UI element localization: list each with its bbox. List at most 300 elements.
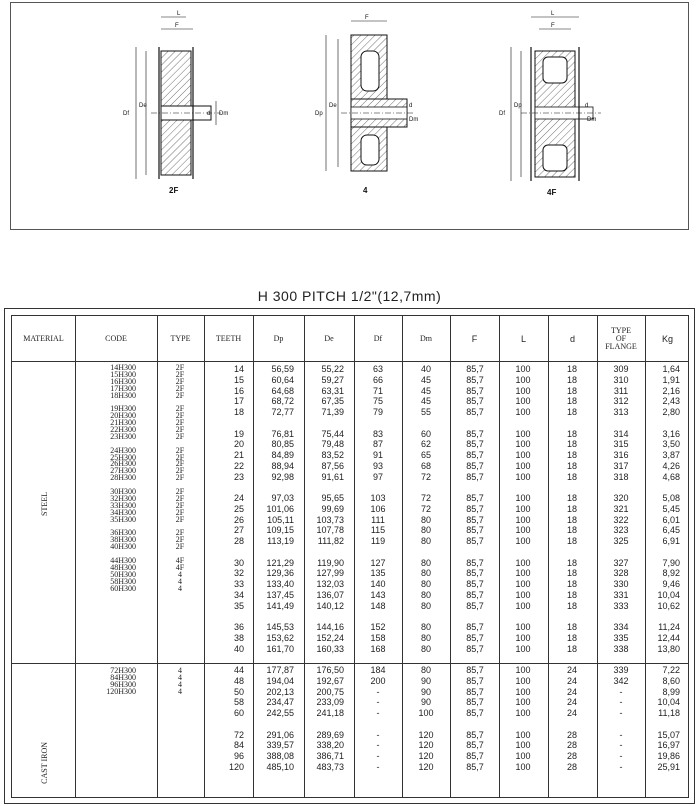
cell-dp: 121,29 <box>266 557 294 568</box>
cell-flange: 309 <box>613 364 629 374</box>
dim-dp-4f: Dp <box>514 103 522 109</box>
column-l <box>510 364 536 773</box>
cell-teeth: 72 <box>233 729 244 740</box>
material-divider <box>12 663 688 664</box>
col-divider <box>499 316 500 797</box>
cell-flange: 314 <box>613 428 629 439</box>
cell-d: 18 <box>566 428 577 439</box>
cell-d <box>560 611 584 622</box>
cell-kg: 2,16 <box>662 385 680 396</box>
cell-teeth: 21 <box>233 450 244 460</box>
col-divider <box>157 316 158 797</box>
cell-teeth <box>220 482 244 493</box>
cell-d <box>560 482 584 493</box>
dim-f-4: F <box>365 15 369 21</box>
cell-dm <box>414 654 438 665</box>
cell-d <box>560 418 584 429</box>
cell-f: 85,7 <box>466 568 484 579</box>
cell-dm: 80 <box>420 589 431 600</box>
cell-df: - <box>376 686 380 697</box>
cell-dp: 64,68 <box>271 385 294 396</box>
cell-l <box>510 611 536 622</box>
code-cell: 19H300 <box>110 404 136 414</box>
cell-l: 100 <box>515 407 531 417</box>
cell-teeth: 58 <box>233 697 244 708</box>
cell-df: 140 <box>370 579 386 589</box>
cell-dp <box>260 611 294 622</box>
code-cell: 58H300 <box>110 576 136 586</box>
cell-de: 95,65 <box>321 493 344 503</box>
col-divider <box>645 316 646 797</box>
cell-dm: 80 <box>420 600 431 611</box>
cell-kg <box>650 654 680 665</box>
cell-kg: 2,43 <box>662 396 680 407</box>
cell-d: 18 <box>566 536 577 546</box>
type-cell: 2F <box>175 363 185 372</box>
cell-kg: 6,01 <box>662 514 680 525</box>
cell-dm: 65 <box>420 450 431 460</box>
cell-df: 75 <box>372 396 383 407</box>
cell-teeth <box>220 654 244 665</box>
code-cell: 21H300 <box>110 418 136 428</box>
cell-dp <box>260 482 294 493</box>
cell-flange: - <box>619 761 623 772</box>
cell-df: 127 <box>370 557 386 568</box>
code-cell: 24H300 <box>110 445 136 455</box>
cell-kg <box>650 547 680 558</box>
type-cell: 2F <box>175 431 185 441</box>
cell-de: 119,90 <box>317 557 344 568</box>
cell-d: 18 <box>566 514 577 525</box>
dim-dp-4: Dp <box>315 111 323 117</box>
cell-df <box>368 719 388 730</box>
cell-df: 115 <box>370 525 386 536</box>
cell-df: - <box>376 729 380 740</box>
cell-dp: 202,13 <box>266 686 294 697</box>
cell-de <box>310 719 344 730</box>
cell-dm: 80 <box>420 643 431 654</box>
cell-teeth: 18 <box>233 407 244 417</box>
type-cell: 2F <box>175 535 185 545</box>
cell-de: 176,50 <box>316 665 344 675</box>
cell-de: 91,61 <box>321 471 344 482</box>
figure-label-2f: 2F <box>169 186 179 195</box>
cell-dp: 88,94 <box>271 460 294 471</box>
cell-l: 100 <box>515 450 531 460</box>
cell-d: 28 <box>566 751 577 761</box>
cell-kg: 7,22 <box>662 665 680 675</box>
cell-l: 100 <box>515 729 531 740</box>
code-cell: 34H300 <box>110 507 136 517</box>
cell-l: 100 <box>515 396 531 407</box>
type-cell: 2F <box>175 514 185 524</box>
cell-flange: 311 <box>613 385 629 396</box>
cell-kg: 16,97 <box>657 740 680 751</box>
cell-d: 18 <box>566 385 577 396</box>
cell-flange <box>608 547 634 558</box>
cell-kg: 6,91 <box>662 536 680 546</box>
type-cell: 2F <box>175 418 185 428</box>
cell-kg <box>650 719 680 730</box>
type-list-steel <box>172 365 188 592</box>
cell-flange: 328 <box>613 568 629 579</box>
type-cell: 2F <box>175 425 185 435</box>
cell-dm: 72 <box>420 471 431 482</box>
code-cell: 25H300 <box>110 452 136 462</box>
cell-dp: 105,11 <box>267 514 294 525</box>
cell-dp: 339,57 <box>266 740 294 751</box>
cell-kg <box>650 611 680 622</box>
cell-de: 55,22 <box>321 364 344 374</box>
type-cell: 4 <box>178 666 182 675</box>
cell-l: 100 <box>515 751 531 761</box>
cell-d: 18 <box>566 407 577 417</box>
cell-dm: 72 <box>420 503 431 514</box>
type-cell: 2F <box>175 404 185 414</box>
type-list-cast-iron <box>172 668 188 696</box>
cell-de: 140,12 <box>316 600 344 611</box>
cell-l: 100 <box>515 761 531 772</box>
cell-de: 241,18 <box>316 708 344 718</box>
code-cell: 48H300 <box>110 562 136 572</box>
cell-d <box>560 654 584 665</box>
code-cell: 44H300 <box>110 555 136 565</box>
cell-de: 136,07 <box>316 589 344 600</box>
cell-dp: 194,04 <box>266 675 294 686</box>
column-d <box>560 364 584 773</box>
cell-l: 100 <box>515 460 531 471</box>
cell-de <box>310 654 344 665</box>
spec-table <box>11 315 689 798</box>
cell-de: 200,75 <box>316 686 344 697</box>
col-divider <box>75 316 76 797</box>
cell-d: 18 <box>566 493 577 503</box>
col-divider <box>402 316 403 797</box>
cell-f: 85,7 <box>466 751 484 761</box>
cell-kg: 5,45 <box>662 503 680 514</box>
cell-kg: 25,91 <box>657 761 680 772</box>
cell-d: 24 <box>566 697 577 708</box>
cell-de <box>310 547 344 558</box>
code-cell: 96H300 <box>110 679 136 689</box>
cell-kg: 7,90 <box>662 557 680 568</box>
cell-f: 85,7 <box>466 557 484 568</box>
cell-flange: 310 <box>613 374 629 385</box>
code-cell: 40H300 <box>110 542 136 552</box>
cell-flange <box>608 611 634 622</box>
cell-l: 100 <box>515 740 531 751</box>
cell-teeth: 26 <box>233 514 244 525</box>
cell-l <box>510 547 536 558</box>
cell-l <box>510 418 536 429</box>
cell-l: 100 <box>515 439 531 450</box>
cell-kg: 10,04 <box>657 697 680 708</box>
cell-f: 85,7 <box>466 525 484 536</box>
cell-dm: 100 <box>418 708 434 718</box>
code-cell: 27H300 <box>110 466 136 476</box>
cell-d: 18 <box>566 557 577 568</box>
cell-l: 100 <box>515 686 531 697</box>
pulley-drawings <box>11 3 690 231</box>
cell-l: 100 <box>515 589 531 600</box>
cell-dm: 80 <box>420 557 431 568</box>
cell-flange: 322 <box>613 514 629 525</box>
code-list-cast-iron <box>84 668 136 696</box>
cell-l: 100 <box>515 536 531 546</box>
cell-dp: 60,64 <box>271 374 294 385</box>
cell-l: 100 <box>515 525 531 536</box>
cell-f: 85,7 <box>466 374 484 385</box>
type-cell: 2F <box>175 528 185 538</box>
cell-flange: - <box>619 751 623 761</box>
cell-d: 18 <box>566 460 577 471</box>
dim-de: De <box>139 103 147 109</box>
cell-dm: 62 <box>420 439 431 450</box>
cell-dp: 141,49 <box>266 600 294 611</box>
cell-flange <box>608 654 634 665</box>
cell-dp: 97,03 <box>271 493 294 503</box>
cell-df: 143 <box>370 589 386 600</box>
column-f <box>460 364 490 773</box>
column-dp <box>260 364 294 773</box>
type-cell: 2F <box>175 452 185 462</box>
cell-df: 71 <box>372 385 383 396</box>
dim-df-4f: Df <box>499 111 505 117</box>
cell-dp: 101,06 <box>266 503 294 514</box>
cell-df: 83 <box>372 428 383 439</box>
cell-kg: 15,07 <box>657 729 680 740</box>
cell-dm: 90 <box>420 675 431 686</box>
cell-flange: 325 <box>613 536 629 546</box>
cell-teeth: 20 <box>233 439 244 450</box>
cell-de: 99,69 <box>321 503 344 514</box>
col-divider <box>354 316 355 797</box>
cell-dm <box>414 482 438 493</box>
cell-f: 85,7 <box>466 514 484 525</box>
cell-teeth: 44 <box>233 665 244 675</box>
cell-l <box>510 654 536 665</box>
cell-kg: 6,45 <box>662 525 680 536</box>
header-d: d <box>569 333 575 344</box>
cell-flange: 330 <box>613 579 629 589</box>
cell-kg: 8,60 <box>662 675 680 686</box>
cell-l: 100 <box>515 503 531 514</box>
cell-f: 85,7 <box>466 643 484 654</box>
cell-dp: 145,53 <box>266 622 294 632</box>
header-l: L <box>520 333 526 344</box>
cell-dm: 90 <box>420 697 431 708</box>
cell-l <box>510 719 536 730</box>
column-teeth <box>220 364 244 773</box>
cell-teeth: 33 <box>233 579 244 589</box>
header-dp: Dp <box>273 333 284 343</box>
dim-de-4: De <box>329 103 337 109</box>
cell-kg: 13,80 <box>657 643 680 654</box>
dim-d: d <box>207 111 211 117</box>
cell-dm: 45 <box>420 385 431 396</box>
cell-df: 119 <box>370 536 386 546</box>
figure-2f <box>123 11 228 195</box>
type-cell: 2F <box>175 487 185 497</box>
cell-f: 85,7 <box>466 450 484 460</box>
column-dm <box>414 364 438 773</box>
cell-f <box>460 482 490 493</box>
cell-teeth: 24 <box>233 493 244 503</box>
cell-d: 24 <box>566 708 577 718</box>
code-cell: 18H300 <box>110 390 136 400</box>
cell-l: 100 <box>515 600 531 611</box>
cell-l: 100 <box>515 697 531 708</box>
dim-l-4f: L <box>551 11 555 17</box>
code-list-steel <box>84 365 136 592</box>
dim-l: L <box>177 11 181 17</box>
cell-l: 100 <box>515 643 531 654</box>
cell-df: 168 <box>370 643 386 654</box>
code-cell: 23H300 <box>110 431 136 441</box>
code-cell: 22H300 <box>110 425 136 435</box>
cell-flange: 335 <box>613 632 629 643</box>
type-cell: 2F <box>175 542 185 552</box>
cell-dm <box>414 611 438 622</box>
cell-teeth: 23 <box>233 471 244 482</box>
cell-teeth: 14 <box>233 364 244 374</box>
cell-l: 100 <box>515 568 531 579</box>
cell-de: 75,44 <box>321 428 344 439</box>
cell-df: 91 <box>372 450 383 460</box>
col-divider <box>450 316 451 797</box>
code-cell: 60H300 <box>110 583 136 593</box>
cell-kg: 4,26 <box>662 460 680 471</box>
cell-d: 28 <box>566 740 577 751</box>
cell-flange: - <box>619 740 623 751</box>
column-de <box>310 364 344 773</box>
cell-l: 100 <box>515 364 531 374</box>
cell-kg <box>650 482 680 493</box>
code-cell: 120H300 <box>106 686 136 696</box>
cell-flange: 323 <box>613 525 629 536</box>
cell-dm: 80 <box>420 665 431 675</box>
cell-teeth <box>220 719 244 730</box>
cell-l: 100 <box>515 385 531 396</box>
type-cell: 4F <box>175 555 185 565</box>
cell-de: 107,78 <box>316 525 344 536</box>
cell-de <box>310 482 344 493</box>
material-cast-iron: CAST IRON <box>40 742 49 784</box>
cell-de: 233,09 <box>316 697 344 708</box>
cell-d: 18 <box>566 589 577 600</box>
cell-d: 18 <box>566 503 577 514</box>
cell-de: 83,52 <box>321 450 344 460</box>
cell-de <box>310 418 344 429</box>
header-kg: Kg <box>661 333 673 344</box>
cell-df: 111 <box>371 514 385 525</box>
cell-dm: 120 <box>418 751 434 761</box>
cell-de: 71,39 <box>321 407 344 417</box>
cell-d: 18 <box>566 622 577 632</box>
cell-kg: 10,62 <box>657 600 680 611</box>
cell-flange <box>608 482 634 493</box>
cell-kg: 11,18 <box>658 708 680 718</box>
cell-df: - <box>376 697 380 708</box>
code-cell: 50H300 <box>110 569 136 579</box>
cell-dm: 80 <box>420 536 431 546</box>
cell-dp: 80,85 <box>271 439 294 450</box>
cell-teeth: 25 <box>233 503 244 514</box>
cell-kg: 3,16 <box>662 428 680 439</box>
type-cell: 2F <box>175 459 185 469</box>
drawings-panel <box>10 2 689 230</box>
cell-dm <box>414 547 438 558</box>
header-f: F <box>471 333 478 344</box>
cell-dp: 242,55 <box>266 708 294 718</box>
type-cell: 4 <box>178 672 182 682</box>
cell-f <box>460 654 490 665</box>
cell-df <box>368 418 388 429</box>
cell-df: - <box>376 761 380 772</box>
cell-flange <box>608 719 634 730</box>
cell-l: 100 <box>515 471 531 482</box>
cell-teeth: 38 <box>233 632 244 643</box>
header-dm: Dm <box>420 333 432 343</box>
cell-f: 85,7 <box>466 632 484 643</box>
header-type-of-flange: TYPE OF FLANGE <box>605 325 637 351</box>
cell-de: 386,71 <box>316 751 344 761</box>
type-cell: 4 <box>178 583 182 593</box>
cell-f: 85,7 <box>466 536 484 546</box>
cell-df: 79 <box>372 407 383 417</box>
cell-dp: 113,19 <box>267 536 294 546</box>
cell-df <box>368 654 388 665</box>
dim-dm-4: Dm <box>409 117 419 123</box>
cell-f: 85,7 <box>466 697 484 708</box>
cell-d: 18 <box>566 374 577 385</box>
type-cell: 2F <box>175 473 185 483</box>
header-df: Df <box>373 333 383 343</box>
cell-de: 63,31 <box>321 385 344 396</box>
cell-teeth: 36 <box>233 622 244 632</box>
cell-df <box>368 482 388 493</box>
cell-f: 85,7 <box>466 579 484 589</box>
cell-teeth: 50 <box>233 686 244 697</box>
cell-df: 93 <box>372 460 383 471</box>
cell-df: 184 <box>370 665 386 675</box>
type-cell: 4 <box>178 569 182 579</box>
code-cell: 15H300 <box>110 369 136 379</box>
dim-f-4f: F <box>551 23 555 29</box>
cell-d: 18 <box>566 471 577 482</box>
cell-flange: 338 <box>613 643 629 654</box>
col-divider <box>204 316 205 797</box>
cell-d: 18 <box>566 450 577 460</box>
cell-dp: 92,98 <box>271 471 294 482</box>
type-cell: 2F <box>175 390 185 400</box>
cell-dp: 76,81 <box>271 428 294 439</box>
cell-f: 85,7 <box>466 665 484 675</box>
code-cell: 33H300 <box>110 500 136 510</box>
cell-dp: 137,45 <box>266 589 294 600</box>
cell-de: 289,69 <box>316 729 344 740</box>
cell-flange: 342 <box>613 675 629 686</box>
cell-teeth <box>220 418 244 429</box>
cell-dp: 72,77 <box>271 407 294 417</box>
cell-d: 18 <box>566 632 577 643</box>
type-cell: 2F <box>175 369 185 379</box>
cell-kg: 11,24 <box>658 622 680 632</box>
cell-kg: 19,86 <box>657 751 680 761</box>
cell-de: 132,03 <box>316 579 344 589</box>
cell-de: 79,48 <box>321 439 344 450</box>
code-cell: 20H300 <box>110 411 136 421</box>
